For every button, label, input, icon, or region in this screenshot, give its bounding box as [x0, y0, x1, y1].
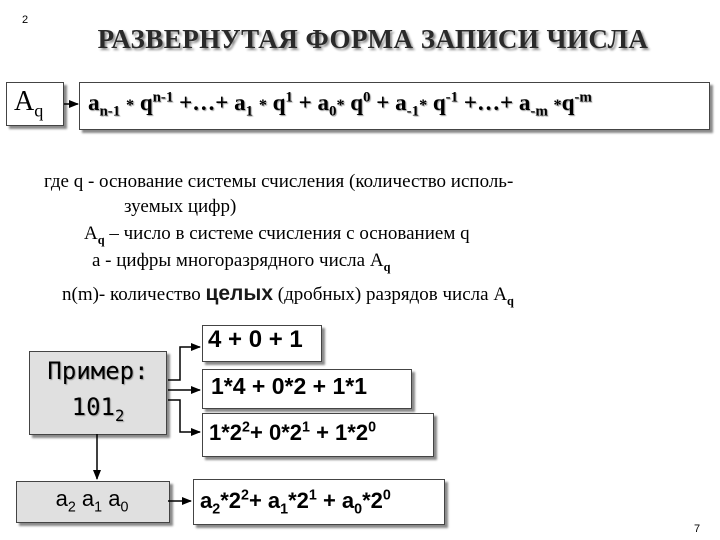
arrow-example-to-powers	[168, 400, 200, 432]
aq-label: $A_q$	[14, 86, 44, 121]
example-label: Пример: $101_2$	[47, 357, 149, 425]
slide-number-top: 2	[22, 14, 29, 26]
slide-title: РАЗВЕРНУТАЯ ФОРМА ЗАПИСИ ЧИСЛА	[97, 24, 649, 54]
expanded-form-formula: $a_{n-1} * q^{n-1}$ +…+ $a_1 * q^1 + a_0*$ $q^0 + a_{-1}*$ $q^{-1}$ +…+ $a_{-m}$ $*q^{-m}$	[88, 89, 592, 120]
desc-line-base-cont: зуемых цифр)	[124, 196, 237, 217]
arrow-example-to-sum	[168, 347, 200, 380]
desc-line-number: $A_q$ – число в системе счисления с основанием q	[84, 223, 470, 247]
slide-number-bottom: 7	[694, 523, 701, 535]
digits-label: $a_2$ $a_1$ $a_0$	[55, 486, 129, 516]
desc-line-places: n(m)- количество целых (дробных) разрядов числа $A_q$	[62, 282, 514, 308]
powers-expression: $1*2^2+ 0*2^1 + 1*2^0$	[209, 419, 377, 445]
products-expression: 1*4 + 0*2 + 1*1	[211, 373, 368, 399]
general-expression: $a_2*2^2+ a_1*2^1 + a_0*2^0$	[200, 487, 391, 518]
desc-line-digits: a - цифры многоразрядного числа $A_q$	[92, 250, 391, 274]
sum-result: 4 + 0 + 1	[208, 326, 303, 353]
desc-line-base: где q - основание системы счисления (количество исполь-	[44, 171, 514, 192]
